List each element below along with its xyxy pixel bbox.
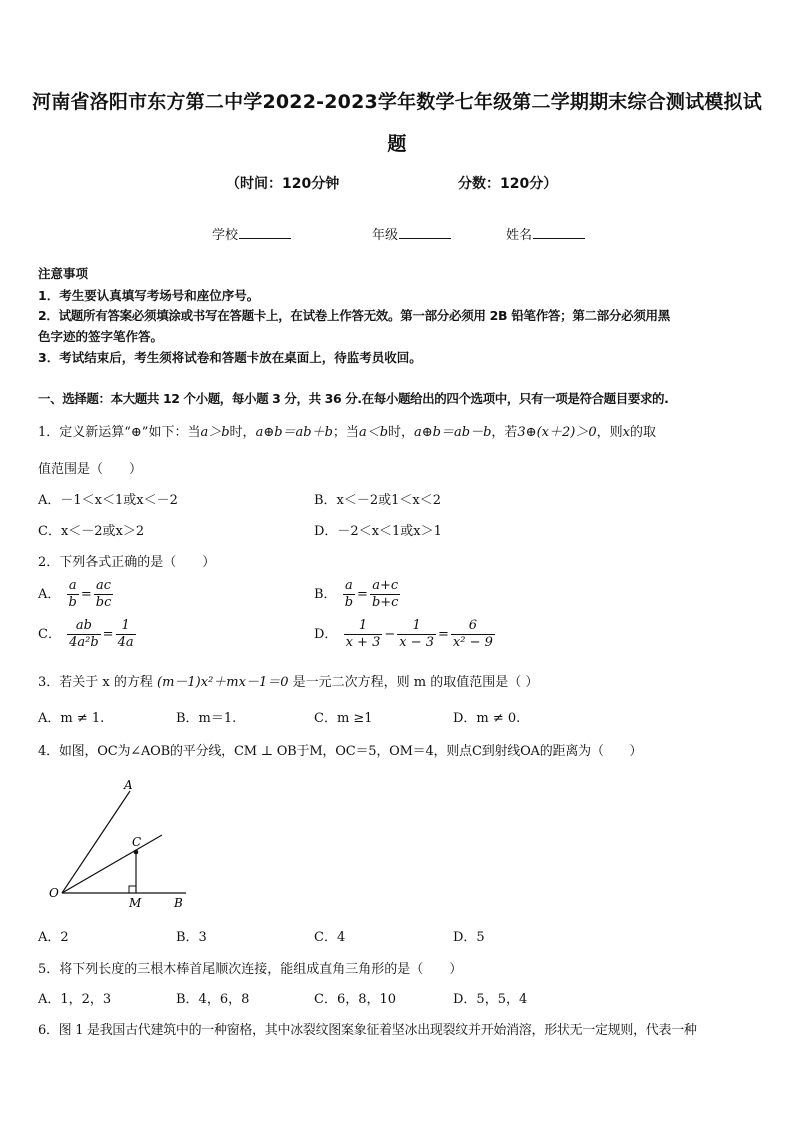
minus: − [384,627,396,642]
school-label: 学校 [212,228,239,243]
q1-option-d[interactable]: D．－2＜x＜1或x＞1 [314,524,442,539]
q1-math: a⊕b＝ab－b [414,425,492,440]
school-blank[interactable] [239,227,291,239]
question-6-stem: 6．图 1 是我国古代建筑中的一种窗格，其中冰裂纹图案象征着坚冰出现裂纹并开始消溶，形状无一定规则，代表一种 [38,1023,697,1038]
grade-field[interactable] [372,224,451,243]
q5-option-d[interactable]: D．5，5，4 [453,992,528,1007]
q1-text: 1．定义新运算“⊕”如下：当 [38,425,201,440]
label-a: A [124,778,133,792]
numerator: 1 [412,618,421,633]
equals: = [357,587,368,602]
q1-text: ；当 [332,425,359,440]
q3-option-b[interactable]: B．m＝1. [176,711,237,726]
section-heading: 一、选择题：本大题共 12 个小题，每小题 3 分，共 36 分.在每小题给出的四个选项中，只有一项是符合题目要求的. [38,391,669,406]
numerator: a+c [372,578,399,593]
q4-option-b[interactable]: B．3 [176,930,207,945]
q3-option-c[interactable]: C．m ≥1 [314,711,373,726]
q1-math: a＞b [200,425,230,440]
label-c: C [132,835,142,849]
grade-blank[interactable] [399,227,451,239]
ray-oa [62,791,130,893]
fraction [94,578,114,611]
option-label: A． [38,587,61,602]
q1-math: x [622,425,630,440]
q5-option-a[interactable]: A．1，2，3 [38,992,112,1007]
name-label: 姓名 [506,228,533,243]
q5-option-b[interactable]: B．4，6，8 [176,992,250,1007]
q3-text: 3．若关于 x 的方程 [38,675,153,690]
q1-option-a[interactable]: A．－1＜x＜1或x＜－2 [38,493,178,508]
option-label: C． [38,627,61,642]
name-field[interactable] [506,224,585,243]
q1-text: ，若 [491,425,518,440]
q2-option-b[interactable] [314,578,402,611]
question-4-stem: 4．如图，OC为∠AOB的平分线，CM ⊥ OB于M，OC＝5，OM＝4，则点C到射线OA的距离为（ ） [38,744,643,759]
q1-text: ，则 [596,425,623,440]
q1-text: 时， [229,425,256,440]
q3-math: (m－1)x²＋mx－1＝0 [157,675,289,690]
question-5-stem: 5．将下列长度的三根木棒首尾顺次连接，能组成直角三角形的是（ ） [38,962,463,977]
q1-text: 时， [388,425,415,440]
angle-bisector-figure [40,775,200,915]
fraction [370,578,401,611]
fraction [67,618,101,651]
q2-option-a[interactable] [38,578,115,611]
fraction [343,578,355,611]
ray-oc [62,835,162,893]
numerator: a [68,578,77,593]
q3-text: 是一元二次方程，则 m 的取值范围是（ ） [292,675,539,690]
denominator: x² − 9 [452,635,493,650]
fraction [116,618,136,651]
q2-option-d[interactable] [314,618,497,651]
q1-math: a＜b [358,425,389,440]
numerator: 1 [121,618,130,633]
denominator: b+c [371,595,399,610]
label-b: B [174,896,183,910]
q4-option-a[interactable]: A．2 [38,930,69,945]
numerator: ac [96,578,112,593]
label-o: O [49,886,59,900]
q4-option-c[interactable]: C．4 [314,930,346,945]
denominator: x − 3 [399,635,435,650]
q1-text: 的取 [629,425,656,440]
notice-heading: 注意事项 [38,266,89,281]
exam-score: 分数：120分） [458,176,558,192]
grade-label: 年级 [372,228,399,243]
denominator: b [68,595,77,610]
question-1-stem [38,421,656,440]
q2-option-c[interactable] [38,618,138,651]
numerator: a [344,578,353,593]
point-c-dot [134,850,139,855]
q5-option-c[interactable]: C．6，8，10 [314,992,397,1007]
fraction [451,618,495,651]
fraction [397,618,436,651]
option-label: D． [314,627,338,642]
exam-time: （时间：120分钟 [226,176,340,192]
denominator: 4a²b [69,635,99,650]
name-blank[interactable] [533,227,585,239]
denominator: x + 3 [345,635,381,650]
equals: = [102,627,114,642]
numerator: ab [75,618,92,633]
q4-option-d[interactable]: D．5 [453,930,485,945]
numerator: 6 [468,618,478,633]
question-2-stem: 2．下列各式正确的是（ ） [38,555,216,570]
equals: = [80,587,92,602]
label-m: M [129,896,142,910]
notice-item-1: 1．考生要认真填写考场号和座位序号。 [38,288,260,303]
q1-option-b[interactable]: B．x＜－2或1＜x＜2 [314,493,442,508]
fraction [67,578,79,611]
equals: = [438,627,449,642]
q1-math: 3⊕(x＋2)＞0 [517,425,597,440]
page-title: 河南省洛阳市东方第二中学2022-2023学年数学七年级第二学期期末综合测试模拟试 [32,91,762,113]
notice-item-2: 2．试题所有答案必须填涂或书写在答题卡上，在试卷上作答无效。第一部分必须用 2B 铅笔作答；第二部分必须用黑 [38,308,670,323]
school-field[interactable] [212,224,291,243]
fraction [344,618,383,651]
option-label: B． [314,587,337,602]
notice-item-2-cont: 色字迹的签字笔作答。 [38,329,164,344]
denominator: b [344,595,354,610]
q3-option-d[interactable]: D．m ≠ 0. [453,711,521,726]
right-angle-mark [129,886,136,893]
question-1-stem-cont: 值范围是（ ） [38,462,143,477]
q1-math: a⊕b＝ab＋b [255,425,333,440]
page-title-continued: 题 [387,133,407,155]
numerator: 1 [358,618,368,633]
denominator: bc [95,595,112,610]
q3-option-a[interactable]: A．m ≠ 1. [38,711,105,726]
notice-item-3: 3．考试结束后，考生须将试卷和答题卡放在桌面上，待监考员收回。 [38,350,422,365]
q1-option-c[interactable]: C．x＜－2或x＞2 [38,524,145,539]
question-3-stem [38,671,538,690]
denominator: 4a [117,635,134,650]
